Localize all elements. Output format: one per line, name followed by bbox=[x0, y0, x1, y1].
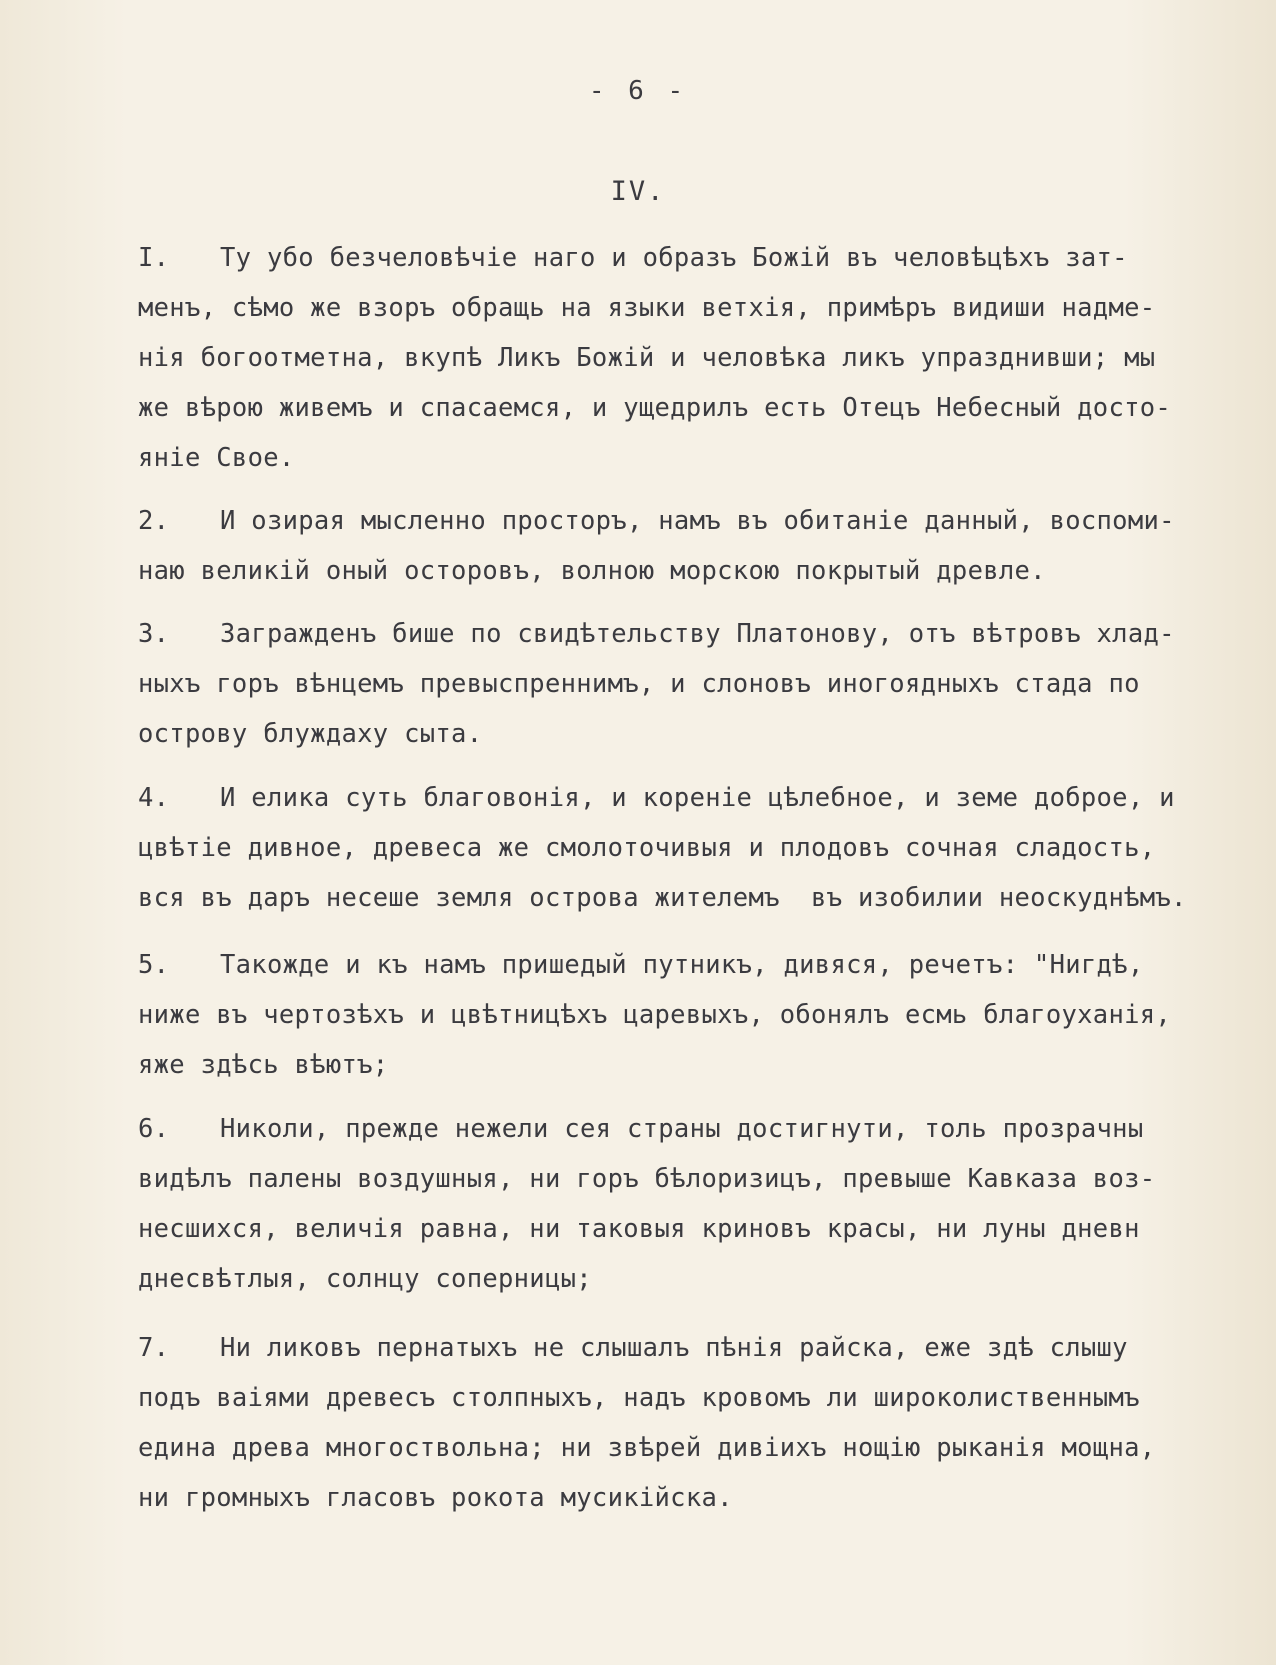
paragraph-line: острову блуждаху сыта. bbox=[138, 719, 483, 749]
section-title: IV. bbox=[610, 176, 666, 207]
paragraph-line: едина древа многоствольна; ни звѣрей дивіихъ нощію рыканія мощна, bbox=[138, 1433, 1156, 1463]
paragraph-1 bbox=[138, 233, 1248, 483]
paragraph-line: яніе Свое. bbox=[138, 443, 295, 473]
paragraph-6 bbox=[138, 1104, 1248, 1304]
paragraph-line: же вѣрою живемъ и спасаемся, и ущедрилъ есть Отецъ Небесный досто- bbox=[138, 393, 1172, 423]
paragraph-number: 2. bbox=[138, 506, 170, 536]
paragraph-4 bbox=[138, 773, 1248, 923]
paragraph-line: нія богоотметна, вкупѣ Ликъ Божій и человѣка ликъ упразднивши; мы bbox=[138, 343, 1156, 373]
page-number: - 6 - bbox=[588, 76, 688, 106]
paragraph-line: 7. Ни ликовъ пернатыхъ не слышалъ пѣнія райска, еже здѣ слышу bbox=[138, 1323, 1248, 1373]
paragraph-2 bbox=[138, 496, 1248, 596]
paragraph-number: 6. bbox=[138, 1114, 170, 1144]
paragraph-line: I. Ту убо безчеловѣчіе наго и образъ Божій въ человѣцѣхъ зат- bbox=[138, 233, 1248, 283]
paragraph-line: 3. Загражденъ бише по свидѣтельству Платонову, отъ вѣтровъ хлад- bbox=[138, 609, 1248, 659]
paragraph-line: 2. И озирая мысленно просторъ, намъ въ обитаніе данный, воспоми- bbox=[138, 496, 1248, 546]
paragraph-line: цвѣтіе дивное, древеса же смолоточивыя и плодовъ сочная сладость, bbox=[138, 833, 1156, 863]
paragraph-line: ни громныхъ гласовъ рокота мусикійска. bbox=[138, 1483, 733, 1513]
paragraph-line: 5. Такожде и къ намъ пришедый путникъ, дивяся, речетъ: "Нигдѣ, bbox=[138, 940, 1248, 990]
paragraph-line: днесвѣтлыя, солнцу соперницы; bbox=[138, 1264, 592, 1294]
paragraph-7 bbox=[138, 1323, 1248, 1523]
paragraph-line: ныхъ горъ вѣнцемъ превыспреннимъ, и слоновъ иногоядныхъ стада по bbox=[138, 669, 1140, 699]
paragraph-number: 4. bbox=[138, 783, 170, 813]
paragraph-line: ниже въ чертозѣхъ и цвѣтницѣхъ царевыхъ, обонялъ есмь благоуханія, bbox=[138, 1000, 1172, 1030]
paragraph-line: вся въ даръ несеше земля острова жителемъ въ изобилии неоскуднѣмъ. bbox=[138, 883, 1187, 913]
paragraph-5 bbox=[138, 940, 1248, 1090]
paragraph-line: несшихся, величія равна, ни таковыя криновъ красы, ни луны дневн bbox=[138, 1214, 1140, 1244]
paragraph-line: 4. И елика суть благовонія, и кореніе цѣлебное, и земе доброе, и bbox=[138, 773, 1248, 823]
paragraph-number: 7. bbox=[138, 1333, 170, 1363]
paragraph-line: видѣлъ палены воздушныя, ни горъ бѣлоризицъ, превыше Кавказа воз- bbox=[138, 1164, 1156, 1194]
paragraph-number: 3. bbox=[138, 619, 170, 649]
paragraph-line: наю великій оный остоpовъ, волною морскою покрытый древле. bbox=[138, 556, 1046, 586]
paragraph-3 bbox=[138, 609, 1248, 759]
paragraph-line: менъ, сѣмо же взоръ обращь на языки ветхія, примѣръ видиши надме- bbox=[138, 293, 1156, 323]
paragraph-line: подъ ваіями древесъ столпныхъ, надъ кровомъ ли широколиственнымъ bbox=[138, 1383, 1140, 1413]
paragraph-line: яже здѣсь вѣютъ; bbox=[138, 1050, 389, 1080]
paragraph-number: I. bbox=[138, 243, 170, 273]
paragraph-number: 5. bbox=[138, 950, 170, 980]
paragraph-line: 6. Николи, прежде нежели сея страны достигнути, толь прозрачны bbox=[138, 1104, 1248, 1154]
